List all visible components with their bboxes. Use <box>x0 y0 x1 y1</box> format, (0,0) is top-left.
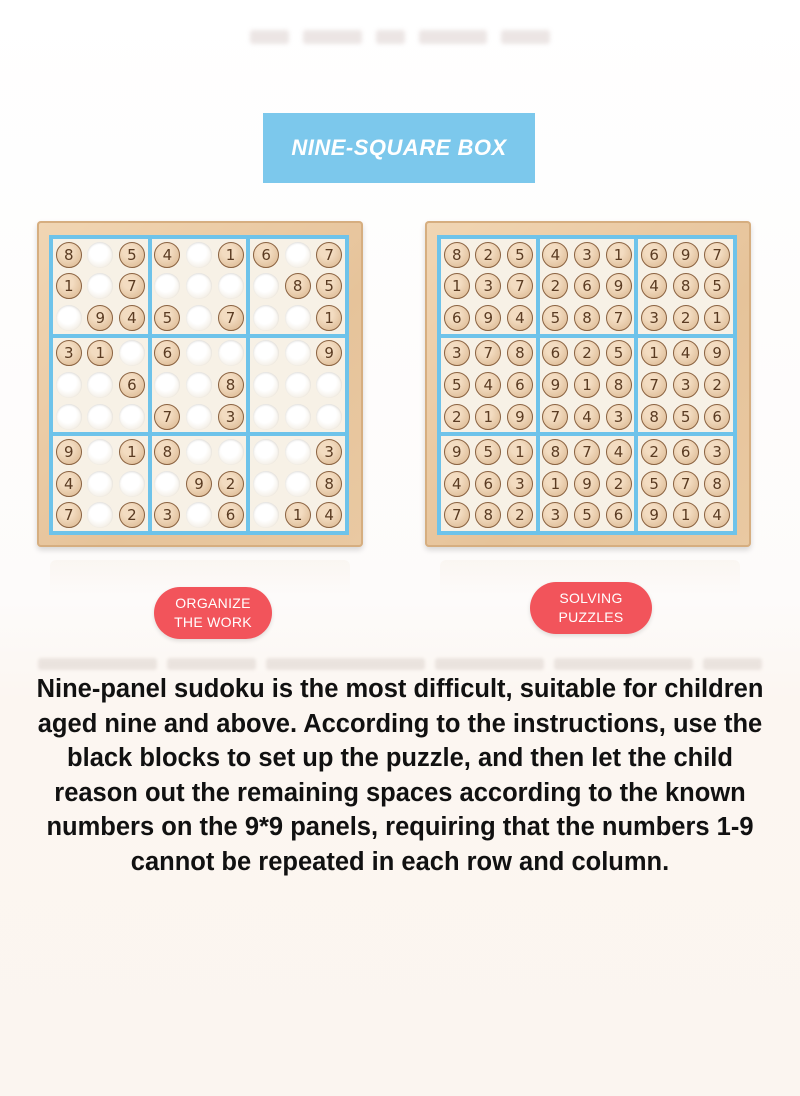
number-tile: 9 <box>87 305 113 331</box>
empty-slot <box>285 242 311 268</box>
empty-slot <box>56 305 82 331</box>
empty-slot <box>316 372 342 398</box>
empty-slot <box>218 439 244 465</box>
empty-slot <box>186 242 212 268</box>
number-tile: 3 <box>641 305 667 331</box>
sudoku-box <box>152 239 247 334</box>
number-tile: 7 <box>316 242 342 268</box>
number-tile: 7 <box>475 340 501 366</box>
number-tile: 5 <box>542 305 568 331</box>
number-tile: 1 <box>507 439 533 465</box>
number-tile: 9 <box>475 305 501 331</box>
number-tile: 3 <box>673 372 699 398</box>
number-tile: 6 <box>253 242 279 268</box>
sudoku-box <box>152 338 247 433</box>
number-tile: 2 <box>119 502 145 528</box>
number-tile: 6 <box>542 340 568 366</box>
number-tile: 5 <box>444 372 470 398</box>
sudoku-box <box>638 239 733 334</box>
empty-slot <box>87 439 113 465</box>
number-tile: 1 <box>444 273 470 299</box>
number-tile: 9 <box>316 340 342 366</box>
number-tile: 2 <box>673 305 699 331</box>
number-tile: 2 <box>641 439 667 465</box>
number-tile: 2 <box>606 471 632 497</box>
empty-slot <box>285 471 311 497</box>
empty-slot <box>154 372 180 398</box>
number-tile: 3 <box>56 340 82 366</box>
number-tile: 5 <box>316 273 342 299</box>
number-tile: 4 <box>56 471 82 497</box>
number-tile: 5 <box>507 242 533 268</box>
number-tile: 2 <box>542 273 568 299</box>
number-tile: 1 <box>704 305 730 331</box>
sudoku-box <box>441 239 536 334</box>
number-tile: 4 <box>542 242 568 268</box>
sudoku-box <box>250 436 345 531</box>
organize-the-work-label <box>154 587 272 639</box>
number-tile: 1 <box>673 502 699 528</box>
empty-slot <box>285 439 311 465</box>
number-tile: 7 <box>507 273 533 299</box>
number-tile: 4 <box>574 404 600 430</box>
number-tile: 1 <box>542 471 568 497</box>
number-tile: 6 <box>507 372 533 398</box>
number-tile: 3 <box>218 404 244 430</box>
number-tile: 3 <box>606 404 632 430</box>
empty-slot <box>253 305 279 331</box>
number-tile: 4 <box>154 242 180 268</box>
sudoku-board-unsolved <box>37 221 363 547</box>
number-tile: 5 <box>119 242 145 268</box>
empty-slot <box>186 340 212 366</box>
sudoku-box <box>638 436 733 531</box>
empty-slot <box>56 404 82 430</box>
number-tile: 5 <box>606 340 632 366</box>
number-tile: 1 <box>218 242 244 268</box>
sudoku-box <box>540 239 635 334</box>
empty-slot <box>87 502 113 528</box>
empty-slot <box>87 404 113 430</box>
number-tile: 2 <box>704 372 730 398</box>
empty-slot <box>87 273 113 299</box>
number-tile: 8 <box>444 242 470 268</box>
number-tile: 7 <box>56 502 82 528</box>
number-tile: 3 <box>154 502 180 528</box>
empty-slot <box>253 340 279 366</box>
number-tile: 1 <box>641 340 667 366</box>
number-tile: 1 <box>285 502 311 528</box>
number-tile: 5 <box>475 439 501 465</box>
number-tile: 1 <box>316 305 342 331</box>
number-tile: 6 <box>119 372 145 398</box>
number-tile: 8 <box>704 471 730 497</box>
number-tile: 4 <box>475 372 501 398</box>
number-tile: 7 <box>444 502 470 528</box>
product-description: Nine-panel sudoku is the most difficult, suitable for children aged nine and above. According to the instructions, use the black blocks to set up the puzzle, and then let the child reason out the remaining spaces according to the known numbers on the 9*9 panels, requiring that the numbers 1-9 cannot be repeated in each row and column. <box>36 675 764 876</box>
number-tile: 8 <box>218 372 244 398</box>
number-tile: 4 <box>444 471 470 497</box>
empty-slot <box>253 502 279 528</box>
sudoku-grid <box>437 235 737 535</box>
empty-slot <box>87 471 113 497</box>
label-line: THE WORK <box>174 614 252 630</box>
number-tile: 9 <box>56 439 82 465</box>
empty-slot <box>253 439 279 465</box>
sudoku-box <box>540 338 635 433</box>
number-tile: 5 <box>704 273 730 299</box>
number-tile: 1 <box>606 242 632 268</box>
empty-slot <box>316 404 342 430</box>
number-tile: 6 <box>641 242 667 268</box>
number-tile: 7 <box>218 305 244 331</box>
number-tile: 5 <box>574 502 600 528</box>
number-tile: 2 <box>574 340 600 366</box>
number-tile: 6 <box>673 439 699 465</box>
number-tile: 8 <box>475 502 501 528</box>
number-tile: 5 <box>641 471 667 497</box>
empty-slot <box>119 404 145 430</box>
sudoku-box <box>53 338 148 433</box>
empty-slot <box>218 273 244 299</box>
solving-puzzles-label <box>530 582 652 634</box>
empty-slot <box>285 305 311 331</box>
empty-slot <box>87 372 113 398</box>
number-tile: 3 <box>574 242 600 268</box>
number-tile: 8 <box>641 404 667 430</box>
number-tile: 4 <box>606 439 632 465</box>
number-tile: 8 <box>56 242 82 268</box>
number-tile: 9 <box>507 404 533 430</box>
sudoku-box <box>540 436 635 531</box>
number-tile: 4 <box>507 305 533 331</box>
number-tile: 8 <box>507 340 533 366</box>
label-line: ORGANIZE <box>175 595 251 611</box>
number-tile: 5 <box>673 404 699 430</box>
banner <box>263 113 535 183</box>
number-tile: 1 <box>119 439 145 465</box>
number-tile: 6 <box>154 340 180 366</box>
sudoku-grid <box>49 235 349 535</box>
number-tile: 4 <box>119 305 145 331</box>
sudoku-box <box>250 239 345 334</box>
number-tile: 2 <box>218 471 244 497</box>
number-tile: 3 <box>475 273 501 299</box>
number-tile: 7 <box>641 372 667 398</box>
label-line: PUZZLES <box>558 609 624 625</box>
empty-slot <box>119 471 145 497</box>
number-tile: 9 <box>542 372 568 398</box>
number-tile: 8 <box>154 439 180 465</box>
number-tile: 6 <box>704 404 730 430</box>
number-tile: 4 <box>316 502 342 528</box>
number-tile: 3 <box>704 439 730 465</box>
empty-slot <box>186 439 212 465</box>
number-tile: 4 <box>704 502 730 528</box>
empty-slot <box>253 404 279 430</box>
empty-slot <box>119 340 145 366</box>
sudoku-box <box>152 436 247 531</box>
number-tile: 5 <box>154 305 180 331</box>
number-tile: 7 <box>673 471 699 497</box>
number-tile: 9 <box>606 273 632 299</box>
number-tile: 4 <box>641 273 667 299</box>
number-tile: 8 <box>606 372 632 398</box>
empty-slot <box>218 340 244 366</box>
empty-slot <box>186 273 212 299</box>
number-tile: 6 <box>606 502 632 528</box>
number-tile: 8 <box>673 273 699 299</box>
number-tile: 8 <box>542 439 568 465</box>
label-line: SOLVING <box>559 590 623 606</box>
empty-slot <box>87 242 113 268</box>
number-tile: 7 <box>154 404 180 430</box>
number-tile: 7 <box>119 273 145 299</box>
empty-slot <box>253 372 279 398</box>
banner-title: NINE-SQUARE BOX <box>291 135 507 160</box>
number-tile: 9 <box>186 471 212 497</box>
number-tile: 1 <box>475 404 501 430</box>
sudoku-board-solved <box>425 221 751 547</box>
number-tile: 2 <box>507 502 533 528</box>
empty-slot <box>285 404 311 430</box>
number-tile: 4 <box>673 340 699 366</box>
empty-slot <box>154 273 180 299</box>
empty-slot <box>56 372 82 398</box>
empty-slot <box>186 502 212 528</box>
number-tile: 1 <box>574 372 600 398</box>
number-tile: 9 <box>444 439 470 465</box>
number-tile: 3 <box>444 340 470 366</box>
sudoku-box <box>250 338 345 433</box>
empty-slot <box>253 273 279 299</box>
number-tile: 9 <box>704 340 730 366</box>
number-tile: 1 <box>87 340 113 366</box>
number-tile: 9 <box>641 502 667 528</box>
number-tile: 7 <box>542 404 568 430</box>
number-tile: 2 <box>444 404 470 430</box>
number-tile: 3 <box>316 439 342 465</box>
number-tile: 6 <box>444 305 470 331</box>
empty-slot <box>154 471 180 497</box>
empty-slot <box>285 340 311 366</box>
number-tile: 3 <box>542 502 568 528</box>
number-tile: 6 <box>574 273 600 299</box>
sudoku-box <box>53 436 148 531</box>
number-tile: 9 <box>673 242 699 268</box>
sudoku-box <box>53 239 148 334</box>
number-tile: 7 <box>704 242 730 268</box>
number-tile: 8 <box>574 305 600 331</box>
number-tile: 6 <box>218 502 244 528</box>
number-tile: 7 <box>574 439 600 465</box>
empty-slot <box>186 404 212 430</box>
sudoku-box <box>441 436 536 531</box>
empty-slot <box>253 471 279 497</box>
number-tile: 7 <box>606 305 632 331</box>
number-tile: 3 <box>507 471 533 497</box>
number-tile: 2 <box>475 242 501 268</box>
number-tile: 1 <box>56 273 82 299</box>
empty-slot <box>186 305 212 331</box>
number-tile: 9 <box>574 471 600 497</box>
number-tile: 6 <box>475 471 501 497</box>
faint-heading <box>250 30 550 50</box>
empty-slot <box>186 372 212 398</box>
sudoku-box <box>638 338 733 433</box>
empty-slot <box>285 372 311 398</box>
number-tile: 8 <box>285 273 311 299</box>
sudoku-box <box>441 338 536 433</box>
number-tile: 8 <box>316 471 342 497</box>
